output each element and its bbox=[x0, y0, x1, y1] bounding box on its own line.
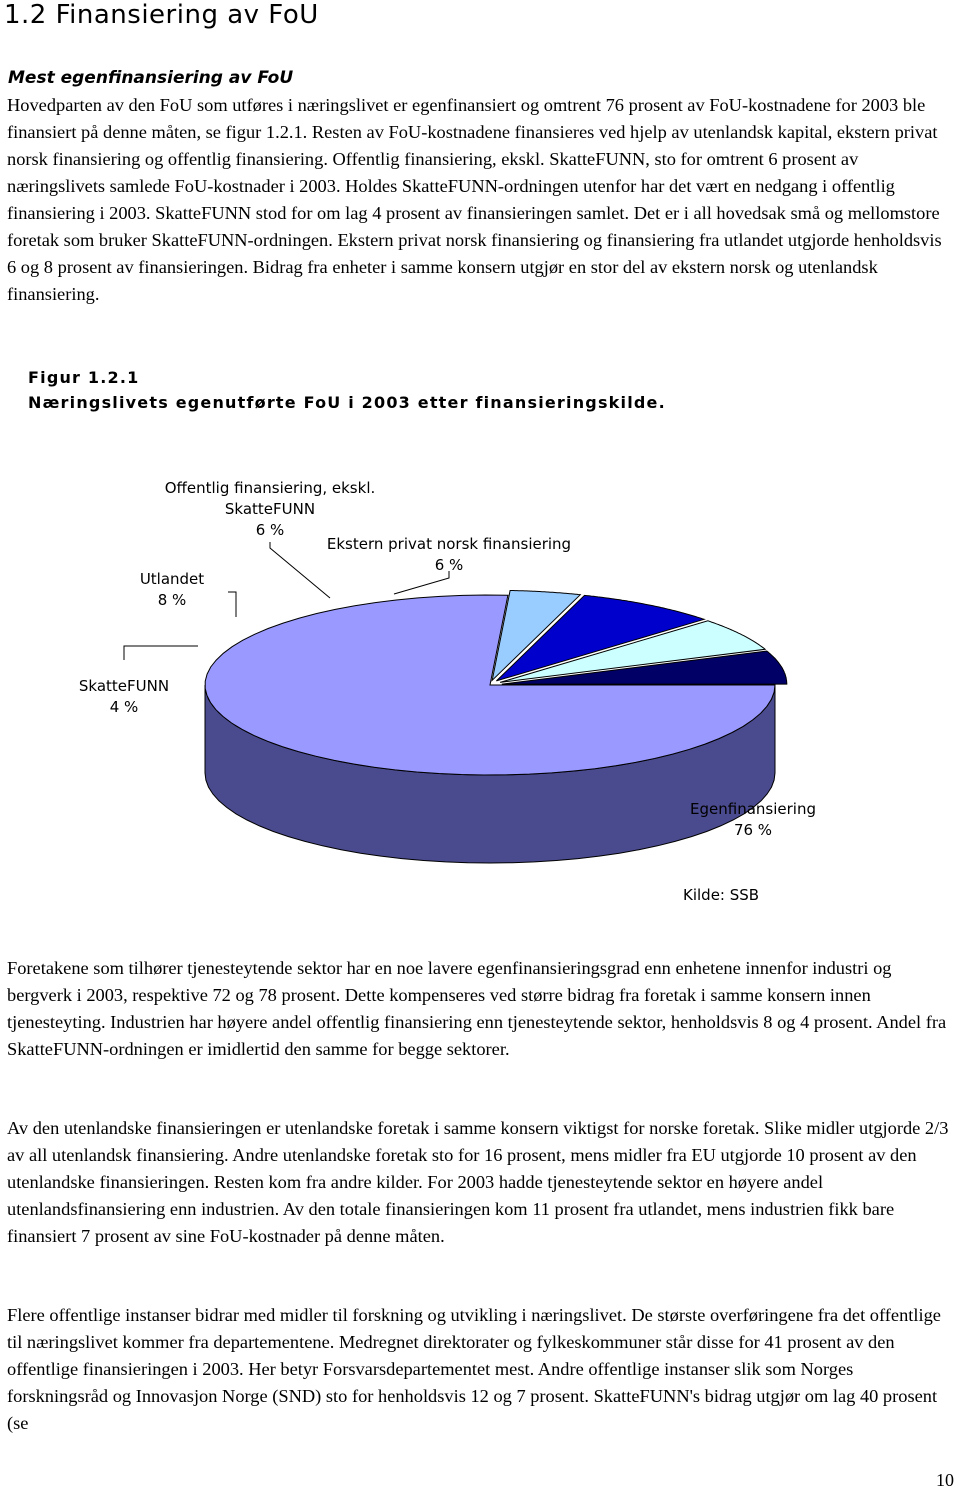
leader-line-ekstern-privat-norsk-finansiering bbox=[394, 571, 449, 594]
pie-value-offentlig-finansiering-ekskl-skattefunn: 6 % bbox=[255, 521, 285, 539]
pie-value-ekstern-privat-norsk-finansiering: 6 % bbox=[434, 556, 464, 574]
figure-caption: Næringslivets egenutførte FoU i 2003 etter finansieringskilde. bbox=[28, 393, 666, 412]
figure-label: Figur 1.2.1 bbox=[28, 368, 140, 387]
pie-label-offentlig-finansiering-ekskl-skattefunn-2: SkatteFUNN bbox=[224, 500, 316, 518]
pie-label-offentlig-finansiering-ekskl-skattefunn-1: Offentlig finansiering, ekskl. bbox=[164, 479, 376, 497]
figure-source: Kilde: SSB bbox=[683, 886, 760, 904]
pie-label-egenfinansiering: Egenfinansiering bbox=[690, 800, 816, 818]
section-title: 1.2 Finansiering av FoU bbox=[4, 0, 319, 30]
page-number: 10 bbox=[936, 1470, 954, 1490]
pie-value-egenfinansiering: 76 % bbox=[733, 821, 773, 839]
leader-line-offentlig-finansiering-ekskl-skattefunn bbox=[270, 542, 330, 598]
sector-paragraph: Foretakene som tilhører tjenesteytende sektor har en noe lavere egenfinansieringsgrad enn enhetene innenfor industri og bergverk i 2003, respektive 72 og 78 prosent. Dette kompenseres ved større bidrag fra foretak i samme konsern innen tjenesteyting. Industrien har høyere andel offentlig finansiering enn tjenesteytende sektor, henholdsvis 8 og 4 prosent. Andel fra SkatteFUNN-ordningen er imidlertid den samme for begge sektorer. bbox=[7, 958, 947, 1059]
leader-line-skattefunn bbox=[124, 646, 198, 660]
pie-value-skattefunn: 4 % bbox=[109, 698, 139, 716]
leader-line-utlandet bbox=[228, 592, 236, 617]
pie-slices bbox=[205, 591, 787, 864]
pie-label-skattefunn: SkatteFUNN bbox=[78, 677, 170, 695]
foreign-funding-paragraph: Av den utenlandske finansieringen er utenlandske foretak i samme konsern viktigst for norske foretak. Slike midler utgjorde 2/3 av all utenlandsk finansiering. Andre utenlandske foretak sto for 16 prosent, mens midler fra EU utgjorde 10 prosent av den utenlandske finansieringen. Resten kom fra andre kilder. For 2003 hadde tjenesteytende sektor en høyere andel utenlandsfinansiering enn industrien. Av den totale finansieringen kom 11 prosent fra utlandet, mens industrien fikk bare finansiert 7 prosent av sine FoU-kostnader på denne måten. bbox=[7, 1118, 949, 1246]
pie-label-ekstern-privat-norsk-finansiering: Ekstern privat norsk finansiering bbox=[326, 535, 572, 553]
pie-label-utlandet: Utlandet bbox=[139, 570, 205, 588]
section-subtitle: Mest egenfinansiering av FoU bbox=[8, 68, 294, 88]
intro-paragraph: Hovedparten av den FoU som utføres i næringslivet er egenfinansiert og omtrent 76 prosent av FoU-kostnadene for 2003 ble finansiert på denne måten, se figur 1.2.1. Resten av FoU-kostnadene finansieres ved hjelp av utenlandsk kapital, ekstern privat norsk finansiering og offentlig finansiering. Offentlig finansiering, ekskl. SkatteFUNN, sto for omtrent 6 prosent av næringslivets samlede FoU-kostnader i 2003. Holdes SkatteFUNN-ordningen utenfor har det vært en nedgang i offentlig finansiering i 2003. SkatteFUNN stod for om lag 4 prosent av finansieringen samlet. Det er i all hovedsak små og mellomstore foretak som bruker SkatteFUNN-ordningen. Ekstern privat norsk finansiering og finansiering fra utlandet utgjorde henholdsvis 6 og 8 prosent av finansieringen. Bidrag fra enheter i samme konsern utgjør en stor del av ekstern norsk og utenlandsk finansiering. bbox=[7, 95, 942, 304]
pie-value-utlandet: 8 % bbox=[157, 591, 187, 609]
public-funding-paragraph: Flere offentlige instanser bidrar med midler til forskning og utvikling i næringslivet. De største overføringene fra det offentlige til næringslivet kommer fra departementene. Medregnet direktorater og fylkeskommuner står disse for 41 prosent av den offentlige finansieringen i 2003. Her betyr Forsvarsdepartementet mest. Andre offentlige instanser slik som Norges forskningsråd og Innovasjon Norge (SND) sto for henholdsvis 12 og 7 prosent. SkatteFUNN's bidrag utgjør om lag 40 prosent (se bbox=[7, 1305, 941, 1433]
pie-chart bbox=[0, 470, 960, 870]
